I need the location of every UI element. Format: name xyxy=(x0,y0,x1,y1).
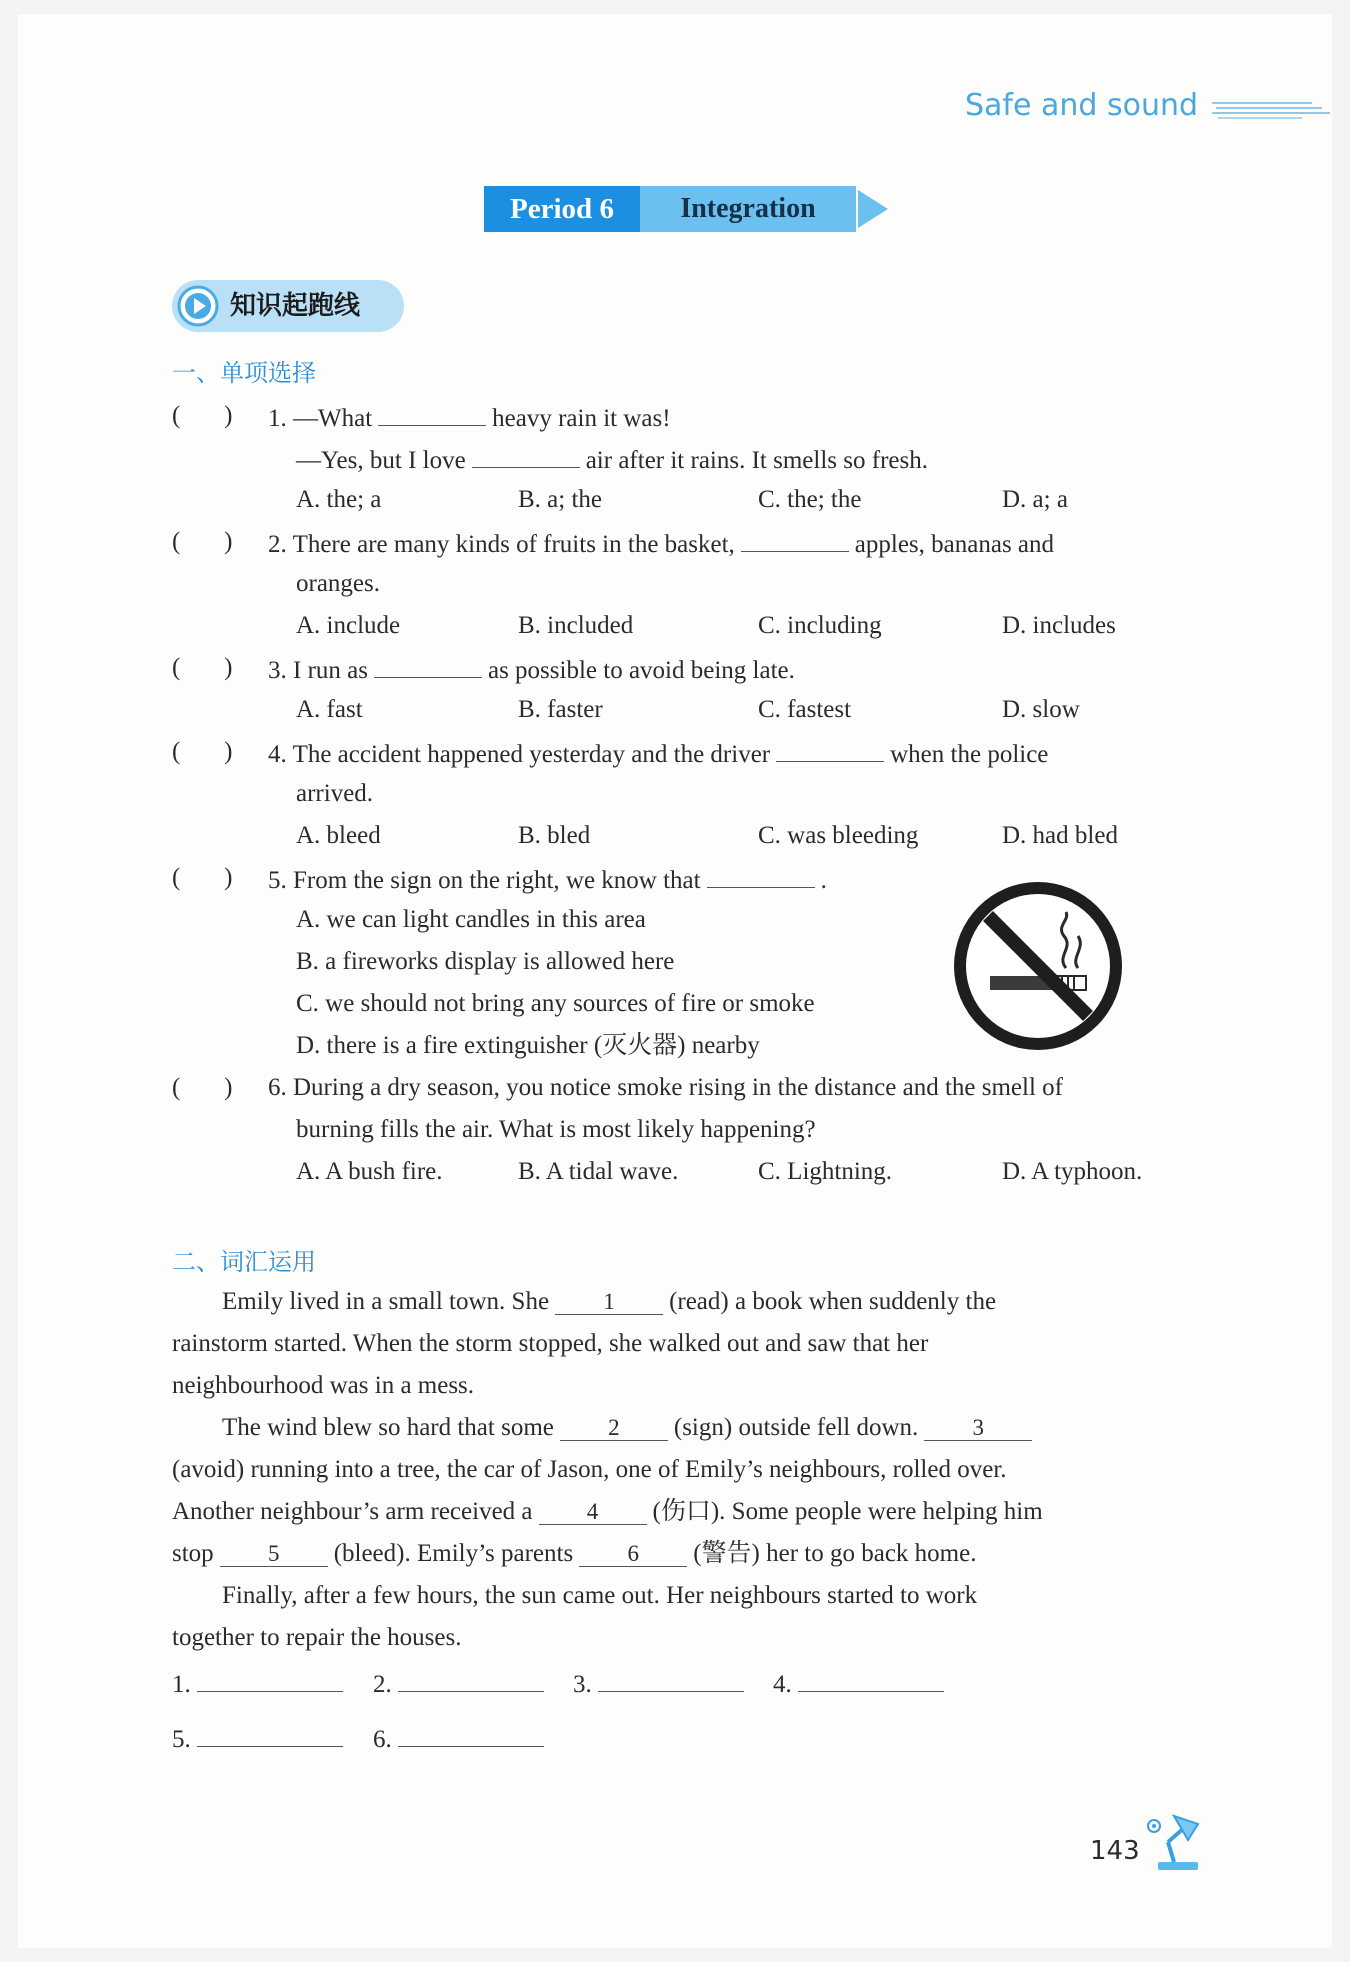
passage-line-2: rainstorm started. When the storm stopped, she walked out and saw that her xyxy=(172,1330,929,1357)
q4-blank[interactable] xyxy=(776,737,884,762)
section-badge xyxy=(172,280,404,332)
passage-blank-6[interactable]: 6 xyxy=(579,1542,687,1567)
q4-option-b[interactable]: B. bled xyxy=(518,822,591,849)
passage-line-5: (avoid) running into a tree, the car of Jason, one of Emily’s neighbours, rolled over. xyxy=(172,1456,1007,1483)
q1-option-d[interactable]: D. a; a xyxy=(1002,486,1068,513)
q4-paren[interactable]: ( ) xyxy=(172,738,233,765)
q1-blank-1[interactable] xyxy=(378,401,486,426)
answer-4[interactable]: 4. xyxy=(773,1665,944,1700)
banner-arrow-icon xyxy=(856,186,890,232)
q1-option-a[interactable]: A. the; a xyxy=(296,486,382,513)
answer-1[interactable]: 1. xyxy=(172,1665,343,1700)
badge-label: 知识起跑线 xyxy=(230,291,361,321)
passage-line-6: Another neighbour’s arm received a 4 (伤口). Some people were helping him xyxy=(172,1498,1043,1525)
q1-line1: 1. —What heavy rain it was! xyxy=(268,401,671,434)
q3-option-c[interactable]: C. fastest xyxy=(758,696,852,723)
q2-option-a[interactable]: A. include xyxy=(296,612,401,639)
answer-5[interactable]: 5. xyxy=(172,1720,343,1755)
q4-line2: arrived. xyxy=(296,780,374,807)
q6-option-d[interactable]: D. A typhoon. xyxy=(1002,1158,1143,1185)
passage-blank-1[interactable]: 1 xyxy=(555,1290,663,1315)
q1-line2: —Yes, but I love air after it rains. It smells so fresh. xyxy=(296,443,928,476)
running-title: Safe and sound xyxy=(965,88,1199,123)
passage-blank-3[interactable]: 3 xyxy=(924,1416,1032,1441)
q4-line1: 4. The accident happened yesterday and the driver when the police xyxy=(268,737,1048,770)
q1-option-b[interactable]: B. a; the xyxy=(518,486,603,513)
q5-option-a[interactable]: A. we can light candles in this area xyxy=(296,906,646,933)
period-number: Period 6 xyxy=(484,186,640,232)
section2-title: 二、词汇运用 xyxy=(172,1248,316,1276)
period-title: Integration xyxy=(640,186,856,232)
q4-option-a[interactable]: A. bleed xyxy=(296,822,381,849)
passage-blank-5[interactable]: 5 xyxy=(220,1542,328,1567)
speed-lines-icon xyxy=(1212,100,1330,120)
q2-option-c[interactable]: C. including xyxy=(758,612,882,639)
passage-line-9: together to repair the houses. xyxy=(172,1624,462,1651)
q6-line1: 6. During a dry season, you notice smoke rising in the distance and the smell of xyxy=(268,1074,1063,1101)
page-number: 143 xyxy=(1090,1836,1140,1866)
q2-paren[interactable]: ( ) xyxy=(172,528,233,555)
q4-option-c[interactable]: C. was bleeding xyxy=(758,822,919,849)
q1-paren[interactable]: ( ) xyxy=(172,402,233,429)
play-circle-icon xyxy=(176,284,220,328)
answer-2[interactable]: 2. xyxy=(373,1665,544,1700)
passage-blank-4[interactable]: 4 xyxy=(539,1500,647,1525)
q2-blank[interactable] xyxy=(741,527,849,552)
q1-blank-2[interactable] xyxy=(472,443,580,468)
passage-line-1: Emily lived in a small town. She 1 (read) a book when suddenly the xyxy=(222,1288,997,1315)
q5-paren[interactable]: ( ) xyxy=(172,864,233,891)
answer-6[interactable]: 6. xyxy=(373,1720,544,1755)
lamp-mascot-icon xyxy=(1144,1806,1204,1872)
q3-option-a[interactable]: A. fast xyxy=(296,696,363,723)
q2-line1: 2. There are many kinds of fruits in the basket, apples, bananas and xyxy=(268,527,1054,560)
q3-line1: 3. I run as as possible to avoid being late. xyxy=(268,653,795,686)
q2-option-b[interactable]: B. included xyxy=(518,612,634,639)
q1-option-c[interactable]: C. the; the xyxy=(758,486,862,513)
q5-option-c[interactable]: C. we should not bring any sources of fire or smoke xyxy=(296,990,815,1017)
passage-blank-2[interactable]: 2 xyxy=(560,1416,668,1441)
q3-paren[interactable]: ( ) xyxy=(172,654,233,681)
section1-title: 一、单项选择 xyxy=(172,359,316,387)
q5-option-b[interactable]: B. a fireworks display is allowed here xyxy=(296,948,675,975)
answer-3[interactable]: 3. xyxy=(573,1665,744,1700)
q6-paren[interactable]: ( ) xyxy=(172,1074,233,1101)
passage-line-8: Finally, after a few hours, the sun came out. Her neighbours started to work xyxy=(222,1582,978,1609)
q4-option-d[interactable]: D. had bled xyxy=(1002,822,1118,849)
q5-option-d[interactable]: D. there is a fire extinguisher (灭火器) nearby xyxy=(296,1032,760,1059)
q5-line1: 5. From the sign on the right, we know that . xyxy=(268,863,827,896)
no-smoking-sign-icon xyxy=(950,878,1126,1054)
q6-option-a[interactable]: A. A bush fire. xyxy=(296,1158,443,1185)
q2-option-d[interactable]: D. includes xyxy=(1002,612,1116,639)
passage-line-4: The wind blew so hard that some 2 (sign) outside fell down. 3 xyxy=(222,1413,1038,1443)
q2-line2: oranges. xyxy=(296,570,380,597)
passage-line-3: neighbourhood was in a mess. xyxy=(172,1372,475,1399)
q5-blank[interactable] xyxy=(707,863,815,888)
period-banner xyxy=(484,186,890,232)
q3-option-b[interactable]: B. faster xyxy=(518,696,603,723)
q3-option-d[interactable]: D. slow xyxy=(1002,696,1080,723)
q6-option-b[interactable]: B. A tidal wave. xyxy=(518,1158,679,1185)
q6-option-c[interactable]: C. Lightning. xyxy=(758,1158,893,1185)
passage-line-7: stop 5 (bleed). Emily’s parents 6 (警告) her to go back home. xyxy=(172,1540,977,1567)
q6-line2: burning fills the air. What is most likely happening? xyxy=(296,1116,816,1143)
q3-blank[interactable] xyxy=(374,653,482,678)
